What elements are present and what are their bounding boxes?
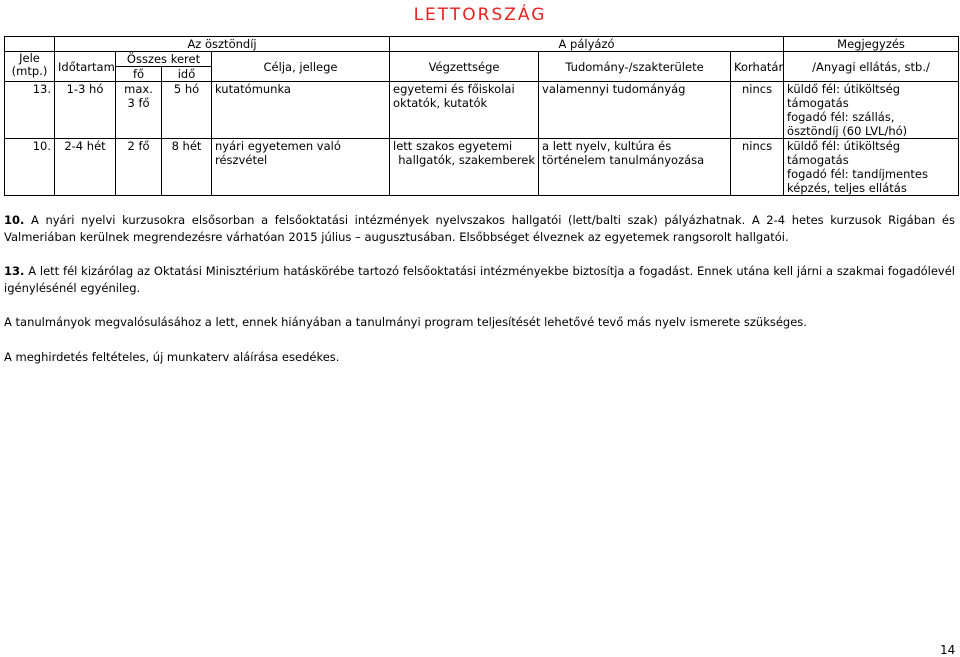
row-ido: 5 hó [162,82,212,139]
row-megjegyzes-line: támogatás [787,153,849,167]
header-jele: Jele [19,51,40,65]
row-tudomany: a lett nyelv, kultúra és [542,139,672,153]
row-ido: 8 hét [162,139,212,196]
row-megjegyzes-line: képzés, teljes ellátás [787,181,907,195]
note-text: A nyári nyelvi kurzusokra elsősorban a felsőoktatási intézmények nyelvszakos hallgatói (lett/balti szak) pályázhatnak. A 2-4 hetes kurzusok Rigában és Valmeriában kerülnek megrendezésre várhatóan 2015 július – augusztusában. Elsőbbséget élveznek az egyetemek rangsorolt hallgatói. [4,213,955,244]
header-jele-sub: (mtp.) [11,64,48,78]
note-text: A tanulmányok megvalósulásához a lett, ennek hiányában a tanulmányi program teljesítését lehetővé tevő más nyelv ismerete szükséges. [4,315,807,329]
header-vegzettsege: Végzettsége [390,52,539,82]
note-paragraph [4,212,955,245]
row-jele: 10. [5,139,55,196]
page-title: LETTORSZÁG [413,5,547,25]
row-fo: max. [124,82,153,96]
header-idotartam: Időtartam [55,52,116,82]
note-paragraph [4,349,955,366]
row-megjegyzes-line: fogadó fél: szállás, [787,110,895,124]
header-osztondij: Az ösztöndíj [55,37,390,52]
scholarship-table [4,36,959,196]
table-row [5,82,959,139]
row-tudomany-2: történelem tanulmányozása [542,153,705,167]
note-text: A meghirdetés feltételes, új munkaterv aláírása esedékes. [4,349,340,364]
row-megjegyzes-line: küldő fél: útiköltség [787,139,901,153]
header-anyagi: /Anyagi ellátás, stb./ [784,52,959,82]
row-vegzettsege-2: oktatók, kutatók [393,96,488,110]
row-fo: 2 fő [127,139,150,153]
row-celja: nyári egyetemen való részvétel [212,139,390,196]
table-row [5,139,959,196]
header-palyazo: A pályázó [390,37,784,52]
row-vegzettsege: lett szakos egyetemi [393,139,513,153]
row-tudomany: valamennyi tudományág [542,82,686,96]
row-megjegyzes-line: küldő fél: útiköltség [787,82,901,96]
note-ref: 10. [4,213,25,227]
header-fo: fő [116,67,162,82]
header-row-1 [5,52,959,67]
row-vegzettsege-2: hallgatók, szakemberek [398,153,536,167]
row-celja: kutatómunka [212,82,390,139]
row-korhatar: nincs [731,82,784,139]
header-celja: Célja, jellege [212,52,390,82]
header-megjegyzes: Megjegyzés [784,37,959,52]
note-paragraph [4,263,955,296]
row-vegzettsege: egyetemi és főiskolai [393,82,515,96]
header-osszes-keret: Összes keret [116,52,212,67]
row-megjegyzes-line: fogadó fél: tandíjmentes [787,167,928,181]
note-paragraph [4,314,955,331]
header-korhatar: Korhatár [731,52,784,82]
header-ido: idő [162,67,212,82]
row-idotartam: 1-3 hó [55,82,116,139]
header-group-row [5,37,959,52]
page-number: 14 [940,643,956,657]
row-megjegyzes-line: támogatás [787,96,849,110]
row-jele: 13. [5,82,55,139]
note-ref: 13. [4,264,25,278]
header-tudomany: Tudomány-/szakterülete [539,52,731,82]
notes-section [4,212,955,383]
row-fo-2: 3 fő [127,96,150,110]
row-korhatar: nincs [731,139,784,196]
row-megjegyzes-line: ösztöndíj (60 LVL/hó) [787,124,908,138]
row-idotartam: 2-4 hét [55,139,116,196]
note-text: A lett fél kizárólag az Oktatási Minisztérium hatáskörébe tartozó felsőoktatási intézményekbe biztosítja a fogadást. Ennek utána kell járni a szakmai fogadólevél igénylésénél egyénileg. [4,264,955,295]
